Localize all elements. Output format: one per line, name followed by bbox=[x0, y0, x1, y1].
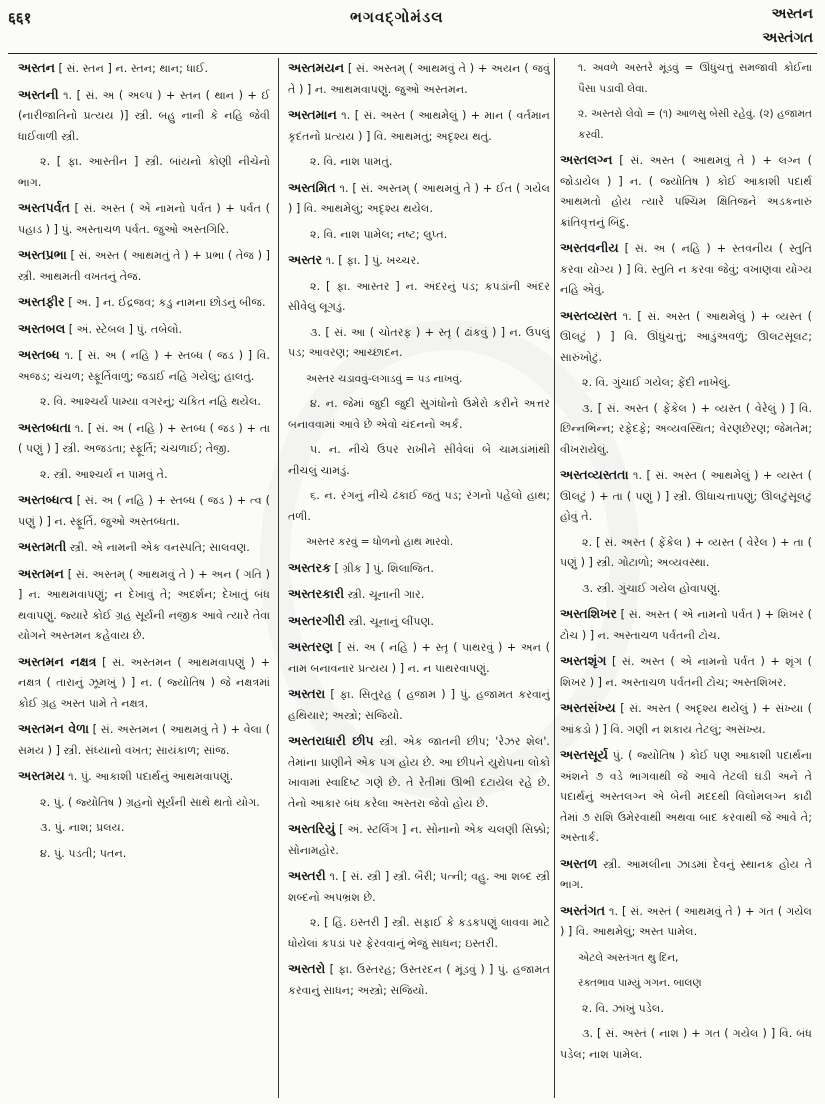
dictionary-entry bbox=[560, 745, 812, 849]
dictionary-entry bbox=[288, 584, 550, 606]
entry-sense bbox=[288, 394, 550, 435]
dictionary-entry bbox=[18, 652, 270, 715]
definition-text: સ્ત્રી. એક જાતની છીપ; 'રેઝર શેલ'. તેમાંના પ્રાણીને એક પગ હોય છે. આ છીપને યુરોપના લોકો ખાવામાં સ્વાદિષ્ટ ગણે છે. તે રેતીમાં ઊભી દટાયેલ રહે છે. તેનો આકાર બંધ કરેલા અસ્તરા જેવો હોય છે. bbox=[288, 735, 550, 810]
entry-sense bbox=[560, 399, 812, 461]
definition-text: ૧. [ સં. સ્ત્રી ] સ્ત્રી. બૈરી; પત્ની; વહુ. આ શબ્દ સ્ત્રી શબ્દનો અપભ્રંશ છે. bbox=[288, 870, 550, 904]
column-2 bbox=[288, 58, 550, 1098]
dictionary-entry bbox=[560, 854, 812, 896]
headword: અસ્તમન વેળા bbox=[18, 721, 89, 736]
dictionary-entry bbox=[288, 959, 550, 1001]
dictionary-entry bbox=[18, 564, 270, 647]
definition-text: ૨. [ હિં. ઇસ્તરી ] સ્ત્રી. સફાઈ કે કડકપણું લાવવા માટે ધોયેલાં કપડાં પર ફેરવવાનું ભેજું સાધન; ઇસ્તરી. bbox=[288, 916, 550, 950]
dictionary-entry bbox=[560, 901, 812, 943]
definition-text: ૨. વિ. ઝાંખું પડેલ. bbox=[582, 1001, 664, 1015]
entry-sense bbox=[560, 533, 812, 574]
dictionary-entry bbox=[288, 866, 550, 908]
definition-text: ૧. [ સં. અસ્ત ( આથમેલું ) + વ્યસ્ત ( ઊલટું ) ] વિ. ઊંધુંચત્તું; આડુંઅવળું; ઊલટસૂલટ; સારુંખોટું. bbox=[560, 309, 812, 364]
definition-text: [ સં. અસ્ત ( એ નામનો પર્વત ) + શિખર ( ટોચ ) ] ન. અસ્તાચળ પર્વતની ટોચ. bbox=[560, 608, 812, 642]
entry-sense bbox=[560, 373, 812, 394]
definition-text: [ સં. અસ્ત ( અદૃશ્ય થયેલું ) + સંખ્યા ( આંકડો ) ] વિ. ગણી ન શકાય તેટલું; અસંખ્ય. bbox=[560, 702, 812, 736]
definition-text: [ સં. અ ( નહિ ) + સ્તબ્ધ ( જડ ) + ત્વ ( પણું ) ] ન. સ્ફૂર્તિ. જુઓ અસ્તબ્ધતા. bbox=[18, 494, 270, 528]
definition-text: ૧. [ સં. અસ્ત ( આથમેલું ) + માન ( વર્તમાન કૃદંતનો પ્રત્યય ) ] વિ. આથમતું; અદૃશ્ય થતું. bbox=[288, 109, 550, 143]
definition-text: ૨. વિ. આશ્ચર્ય પામ્યા વગરનું; ચકિત નહિ થયેલ. bbox=[40, 395, 261, 408]
definition-text: ૧. [ સં. અસ્તમ્ ( આથમવું તે ) + ઈત ( ગયેલ ) ] વિ. આથમેલું; અદૃશ્ય થયેલ. bbox=[288, 181, 550, 215]
dictionary-entry bbox=[18, 319, 270, 341]
headword: અસ્તરકારી bbox=[288, 586, 345, 601]
definition-text: સ્ત્રી. એ નામની એક વનસ્પતિ; સાલવણ. bbox=[69, 541, 250, 554]
entry-sense bbox=[560, 973, 812, 994]
definition-text: ૨. અસ્તરો લેવો = (૧) આળસુ બેસી રહેવું. (૨) હજામત કરવી. bbox=[578, 108, 812, 141]
column-3 bbox=[560, 58, 812, 1098]
definition-text: ૨. [ સં. અસ્ત ( ફેંકેલ ) + વ્યસ્ત ( વેરેલ ) + તા ( પણું ) ] સ્ત્રી. ગોટાળો; અવ્યવસ્થા. bbox=[560, 535, 812, 569]
entry-sense bbox=[288, 913, 550, 954]
headword: અસ્તન bbox=[18, 60, 55, 75]
guide-word-last: અસ્તંગત bbox=[762, 30, 813, 46]
definition-text: અસ્તર ચડાવવું-લગાડવું = પડ નાખવું. bbox=[306, 372, 463, 385]
definition-text: સ્ત્રી. આમલીના ઝાડમાં દેવનું સ્થાનક હોય તે ભાગ. bbox=[560, 857, 812, 891]
definition-text: ૩. પું. નાશ; પ્રલય. bbox=[40, 821, 125, 834]
headword: અસ્તમાન bbox=[288, 107, 337, 122]
entry-sense bbox=[18, 793, 270, 814]
headword: અસ્તવ્યસ્તતા bbox=[560, 467, 629, 482]
definition-text: ૪. પું. પડતી; પતન. bbox=[40, 846, 127, 860]
definition-text: [ સં. અસ્તમન ( આથમવું તે ) + વેલા ( સમય ) ] સ્ત્રી. સંધ્યાનો વખત; સાયંકાળ; સાંજ. bbox=[18, 723, 270, 757]
definition-text: ૩. [ સં. આ ( ચોતરફ ) + સ્તૃ ( ઢાંકવું ) ] ન. ઉપલું પડ; આવરણ; આચ્છાદન. bbox=[288, 325, 550, 359]
dictionary-entry bbox=[288, 684, 550, 726]
headword: અસ્તરક bbox=[288, 559, 331, 575]
definition-text: પું. ( જ્યોતિષ ) કોઈ પણ આકાશી પદાર્થના અંશને ૭ વડે ભાગવાથી જે આવે તેટલી ઘડી અને તે પદાર્થનું અસ્તલગ્ન એ બેની મદદથી વિલોમલગ્ન કાઢી તેમાં ૭ રાશિ ઉમેરવાથી અથવા બાદ કરવાથી જે આવે તે; અસ્તાર્ક. bbox=[560, 749, 812, 844]
headword: અસ્તરા bbox=[288, 686, 326, 701]
definition-text: [ સં. અસ્ત ( આથમતું તે ) + પ્રભા ( તેજ ) ] સ્ત્રી. આથમતી વખતનું તેજ. bbox=[18, 249, 270, 283]
headword: અસ્તશૃંગ bbox=[560, 653, 607, 668]
dictionary-entry bbox=[18, 345, 270, 387]
entry-sense bbox=[288, 532, 550, 553]
definition-text: [ સં. અ ( નહિ ) + સ્તવનીય ( સ્તુતિ કરવા યોગ્ય ) ] વિ. સ્તુતિ ન કરવા જેવું; વખાણવા યોગ્ય નહિ એવું. bbox=[560, 242, 812, 296]
column-divider bbox=[554, 58, 555, 1098]
headword: અસ્તળ bbox=[560, 855, 598, 871]
headword: અસ્તલગ્ન bbox=[560, 152, 613, 167]
dictionary-entry bbox=[18, 490, 270, 532]
definition-text: [ સં. અસ્ત ( એ નામનો પર્વત ) + શૃંગ ( શિખર ) ] ન. અસ્તાચળ પર્વતની ટોચ; અસ્તશિખર. bbox=[560, 655, 812, 689]
dictionary-entry bbox=[560, 150, 812, 233]
column-1 bbox=[18, 58, 270, 1098]
entry-sense bbox=[288, 152, 550, 173]
entry-sense bbox=[560, 999, 812, 1020]
headword: અસ્તમય bbox=[18, 768, 65, 783]
headword: અસ્તમન bbox=[18, 565, 64, 581]
entry-sense bbox=[18, 392, 270, 413]
definition-text: ૧. [ સં. અ ( નહિ ) + સ્તબ્ધ ( જડ ) ] વિ. અજડ; ચંચળ; સ્ફૂર્તિવાળું; જડાઈ નહિ ગયેલું; હાલતું. bbox=[18, 349, 270, 383]
dictionary-entry bbox=[560, 306, 812, 369]
definition-text: [ સં. સ્તન ] ન. સ્તન; થાન; ધાઈ. bbox=[58, 62, 209, 75]
definition-text: સ્ત્રી. ચૂનાનું લીંપણ. bbox=[348, 614, 434, 628]
entry-sense bbox=[288, 277, 550, 318]
dictionary-entry bbox=[288, 105, 550, 147]
definition-text: ૨. [ ફા. આસ્તર ] ન. અંદરનું પડ; કપડાંની અંદર સીવેલું લૂગડું. bbox=[288, 279, 550, 313]
definition-text: ૩. [ સં. અસ્તં ( નાશ ) + ગત ( ગયેલ ) ] વિ. બંધ પડેલ; નાશ પામેલ. bbox=[560, 1027, 812, 1061]
headword: અસ્તબ્ધ bbox=[18, 347, 60, 362]
definition-text: ૨. પું. ( જ્યોતિષ ) ગ્રહનો સૂર્યની સાથે થતો યોગ. bbox=[40, 795, 260, 809]
entry-sense bbox=[288, 323, 550, 364]
dictionary-entry bbox=[18, 58, 270, 80]
entry-sense bbox=[560, 579, 812, 600]
headword: અસ્તરિયું bbox=[288, 821, 336, 836]
definition-text: [ સં. અસ્ત ( આથમવું તે ) + લગ્ન ( જોડાયેલ ) ] ન. ( જ્યોતિષ ) કોઈ આકાશી પદાર્થ આથમતો હોય ત્યારે પશ્ચિમ ક્ષિતિજને અડકનારું ક્રાંતિવૃત્તનું બિંદુ. bbox=[560, 154, 812, 229]
entry-sense bbox=[18, 818, 270, 839]
page-header bbox=[0, 0, 825, 58]
column-divider bbox=[278, 58, 279, 1098]
definition-text: ૬. ન. રંગનું નીચે ઢંકાઈ જતું પડ; રંગનો પહેલો હાથ; તળી. bbox=[288, 489, 550, 523]
dictionary-entry bbox=[288, 731, 550, 814]
headword: અસ્તબલ bbox=[18, 320, 66, 336]
headword: અસ્તંગત bbox=[560, 902, 606, 918]
entry-sense bbox=[288, 486, 550, 527]
headword: અસ્તવ્યસ્ત bbox=[560, 307, 618, 323]
headword: અસ્તસૂર્ય bbox=[560, 747, 609, 762]
entry-sense bbox=[18, 465, 270, 486]
headword: અસ્તબ્ધત્વ bbox=[18, 492, 73, 507]
definition-text: ૨. [ ફા. આસ્તીન ] સ્ત્રી. બાંયનો કોણી નીચેનો ભાગ. bbox=[18, 155, 270, 189]
dictionary-entry bbox=[18, 85, 270, 148]
entry-sense bbox=[288, 440, 550, 481]
definition-text: ૧. અવળે અસ્તરે મૂંડવું = ઊંધુંચત્તું સમજાવી કોઈના પૈસા પડાવી લેવા. bbox=[578, 62, 812, 95]
dictionary-entry bbox=[288, 611, 550, 633]
dictionary-entry bbox=[288, 178, 550, 220]
definition-text: [ અં. સ્ટેબલ ] પું. તબેલો. bbox=[68, 322, 183, 336]
definition-text: [ સં. અસ્તમ્ ( આથમવું તે ) + અયન ( જવું તે ) ] ન. આથમવાપણું. જુઓ અસ્તમન. bbox=[288, 62, 550, 96]
headword: અસ્તસંખ્ય bbox=[560, 700, 616, 715]
definition-text: [ સં. અસ્તમન ( આથમવાપણું ) + નક્ષત્ર ( તારાનું ઝૂમખું ) ] ન. ( જ્યોતિષ ) જે નક્ષત્રમાં કોઈ ગ્રહ અસ્ત પામે તે નક્ષત્ર. bbox=[18, 655, 270, 710]
dictionary-entry bbox=[18, 198, 270, 240]
definition-text: ૩. સ્ત્રી. ગુંચાઈ ગયેલ હોવાપણું. bbox=[582, 581, 721, 595]
entry-sense bbox=[288, 369, 550, 390]
headword: અસ્તરગીરી bbox=[288, 612, 345, 628]
page-title: ભગવદ્ગોમંડલ bbox=[350, 8, 444, 26]
dictionary-entry bbox=[18, 766, 270, 788]
definition-text: સ્ત્રી. ચૂનાની ગાર. bbox=[347, 588, 425, 601]
headword: અસ્તવનીય bbox=[560, 240, 619, 255]
definition-text: ૧. પું. આકાશી પદાર્થનું આથમવાપણું. bbox=[68, 770, 234, 783]
definition-text: [ ફા. સિતુરહ ( હજામ ) ] પું. હજામત કરવાનું હથિયાર; અસ્ત્રો; સજિયો. bbox=[288, 688, 550, 722]
definition-text: રક્તભાવ પામ્યું ગગન. બાલણ bbox=[578, 977, 702, 989]
dictionary-entry bbox=[288, 250, 550, 272]
headword: અસ્તમન નક્ષત્ર bbox=[18, 653, 97, 669]
headword: અસ્તપર્વત bbox=[18, 200, 70, 215]
definition-text: [ ફા. ઉસ્તરહ; ઉસ્તરદન ( મૂંડવું ) ] પું. હજામત કરવાનું સાધન; અસ્ત્રો; સજિયો. bbox=[288, 963, 550, 997]
headword: અસ્તબ્ધતા bbox=[18, 419, 71, 435]
entry-sense bbox=[560, 948, 812, 969]
headword: અસ્તરો bbox=[288, 961, 326, 976]
definition-text: [ ગ્રીક ] પું. શિલાજિત. bbox=[334, 561, 434, 575]
headword: અસ્તપ્રભા bbox=[18, 247, 67, 262]
dictionary-entry bbox=[18, 537, 270, 559]
dictionary-entry bbox=[560, 698, 812, 740]
entry-sense bbox=[560, 58, 812, 99]
definition-text: ૧. [ સં. અ ( અલ્પ ) + સ્તન ( થાન ) + ઈ (નારીજાતિનો પ્રત્યય )] સ્ત્રી. બહુ નાની કે નહિ જેવી ધાઈવાળી સ્ત્રી. bbox=[18, 88, 270, 143]
dictionary-entry bbox=[560, 604, 812, 646]
dictionary-entry bbox=[288, 558, 550, 580]
headword: અસ્તફીર bbox=[18, 294, 65, 309]
entry-sense bbox=[560, 104, 812, 145]
definition-text: [ સં. અસ્ત ( એ નામનો પર્વત ) + પર્વત ( પહાડ ) ] પું. અસ્તાચળ પર્વત. જુઓ અસ્તગિરિ. bbox=[18, 202, 270, 236]
headword: અસ્તમિત bbox=[288, 179, 336, 195]
headword: અસ્તરણ bbox=[288, 639, 334, 654]
entry-sense bbox=[288, 225, 550, 246]
dictionary-entry bbox=[18, 418, 270, 460]
definition-text: [ અ. ] ન. ઈદ્રજવ; કડુ નામના છોડનું બીજ. bbox=[68, 296, 266, 309]
dictionary-entry bbox=[560, 651, 812, 693]
definition-text: ૪. ન. જેમાં જુદી જુદી સુગંધોનો ઉમેરો કરીને અત્તર બનાવવામાં આવે છે એવો ચંદનનો અર્ક. bbox=[288, 397, 550, 431]
headword: અસ્તર bbox=[288, 252, 323, 267]
page-number: ६६१ bbox=[8, 9, 32, 27]
dictionary-entry bbox=[288, 58, 550, 100]
dictionary-entry bbox=[18, 245, 270, 287]
headword: અસ્તરી bbox=[288, 868, 326, 883]
dictionary-entry bbox=[18, 292, 270, 314]
guide-word-first: અસ્તન bbox=[771, 6, 813, 22]
dictionary-entry bbox=[288, 637, 550, 679]
dictionary-entry bbox=[560, 465, 812, 528]
definition-text: [ અં. સ્ટર્લિંગ ] ન. સોનાનો એક ચલણી સિક્કો; સોનામહોર. bbox=[288, 823, 550, 857]
header-rule bbox=[8, 53, 817, 54]
definition-text: ૨. વિ. નાશ પામેલ; નષ્ટ; લુપ્ત. bbox=[310, 227, 448, 241]
definition-text: ૨. વિ. ગુંચાઈ ગયેલ; ફેંદી નાખેલું. bbox=[582, 376, 731, 389]
definition-text: ૧. [ સં. અસ્ત ( આથમેલું ) + વ્યસ્ત ( ઊલટું ) + તા ( પણું ) ] સ્ત્રી. ઊંધાચત્તાપણું; ઊલટુંસૂલટું હોવું તે. bbox=[560, 469, 812, 523]
headword: અસ્તશિખર bbox=[560, 606, 617, 621]
headword: અસ્તમતી bbox=[18, 539, 67, 554]
definition-text: ૫. ન. નીચે ઉપર રાખીને સીવેલાં બે ચામડાંમાંથી નીચલું ચામડું. bbox=[288, 443, 550, 477]
definition-text: એટલે અસ્તંગત થુ દિન, bbox=[578, 951, 679, 964]
headword: અસ્તરાધારી છીપ bbox=[288, 733, 374, 748]
dictionary-entry bbox=[560, 238, 812, 301]
dictionary-entry bbox=[18, 719, 270, 761]
definition-text: ૨. વિ. નાશ પામતું. bbox=[310, 155, 393, 168]
definition-text: ૧. [ સં. અસ્તં ( આથમવું તે ) + ગત ( ગયેલ ) ] વિ. આથમેલું; અસ્ત પામેલ. bbox=[560, 904, 812, 938]
entry-sense bbox=[560, 1024, 812, 1065]
definition-text: ૧. [ ફા. ] પું. ખચ્ચર. bbox=[325, 254, 420, 267]
headword: અસ્તની bbox=[18, 86, 59, 102]
definition-text: [ સં. અસ્તમ્ ( આથમવું તે ) + અન ( ગતિ ) ] ન. આથમવાપણું; ન દેખાવું તે; અદર્શન; દેખાતું બંધ થવાપણું. જ્યારે કોઈ ગ્રહ સૂર્યની નજીક આવે ત્યારે તેવા યોગને અસ્તમન કહેવાય છે. bbox=[18, 567, 270, 642]
definition-text: [ સં. અ ( નહિ ) + સ્તૃ ( પાથરવું ) + અન ( નામ બનાવનાર પ્રત્યય ) ] ન. ન પાથરવાપણું. bbox=[288, 641, 550, 675]
definition-text: ૧. [ સં. અ ( નહિ ) + સ્તબ્ધ ( જડ ) + તા ( પણું ) ] સ્ત્રી. અજડતા; સ્ફૂર્તિ; ચંચળાઈ; તેજી. bbox=[18, 421, 270, 455]
definition-text: ૨. સ્ત્રી. આશ્ચર્ય ન પામવું તે. bbox=[40, 467, 168, 481]
entry-sense bbox=[18, 844, 270, 865]
definition-text: અસ્તર કરવું = ધોળનો હાથ મારવો. bbox=[306, 536, 454, 548]
dictionary-entry bbox=[288, 819, 550, 861]
headword: અસ્તમયન bbox=[288, 60, 345, 75]
definition-text: ૩. [ સં. અસ્ત ( ફેંકેલ ) + વ્યસ્ત ( વેરેલું ) ] વિ. છિન્નભિન્ન; રફેદફે; અવ્યવસ્થિત; વેરણછેરણ; જેમતેમ; વીખરાયેલું. bbox=[560, 401, 812, 456]
entry-sense bbox=[18, 152, 270, 193]
